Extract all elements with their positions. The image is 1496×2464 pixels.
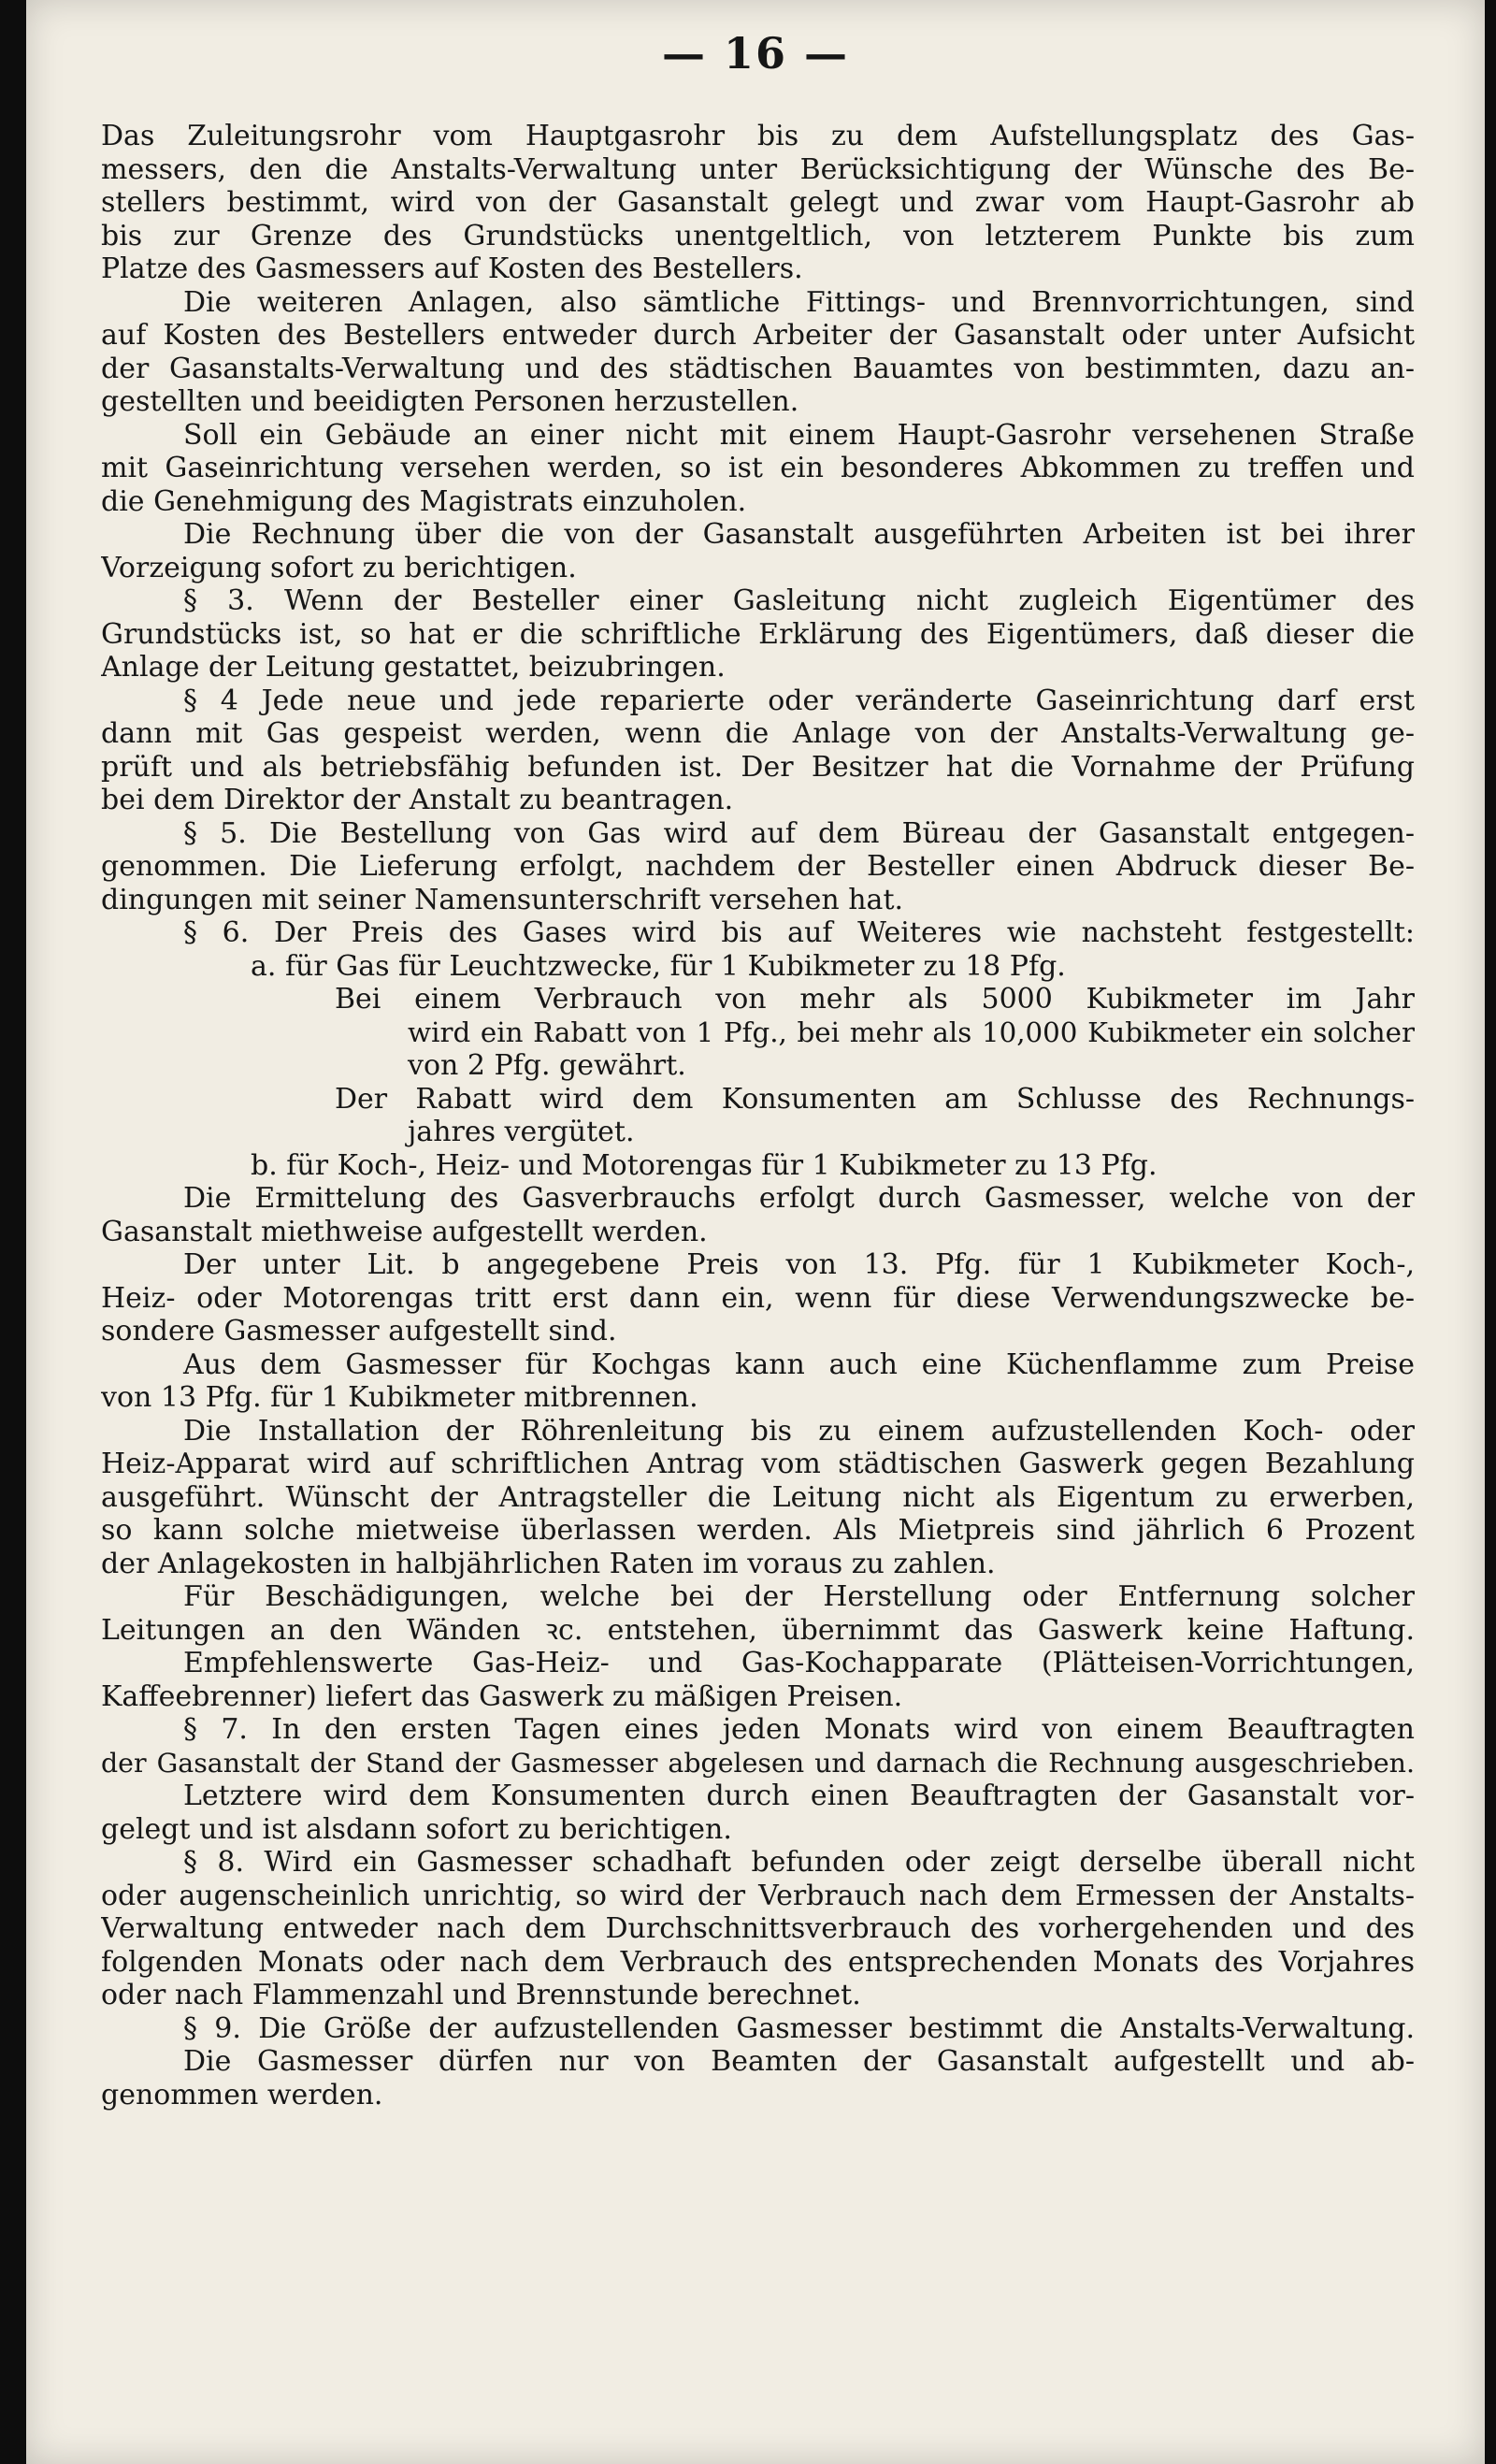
text-line: § 7. In den ersten Tagen eines jeden Monats wird von einem Beauftragten [183, 1713, 1415, 1746]
text-line: dann mit Gas gespeist werden, wenn die Anlage von der Anstalts-Verwaltung ge- [101, 717, 1415, 750]
text-line: von 2 Pfg. gewährt. [408, 1049, 686, 1082]
text-line: prüft und als betriebsfähig befunden ist. Der Besitzer hat die Vornahme der Prüfung [101, 750, 1415, 784]
text-line: oder augenscheinlich unrichtig, so wird der Verbrauch nach dem Ermessen der Anstalts- [101, 1879, 1415, 1912]
text-line: der Anlagekosten in halbjährlichen Raten im voraus zu zahlen. [101, 1547, 996, 1580]
text-line: Kaffeebrenner) liefert das Gaswerk zu mäßigen Preisen. [101, 1679, 903, 1713]
text-line: stellers bestimmt, wird von der Gasanstalt gelegt und zwar vom Haupt-Gasrohr ab [101, 186, 1415, 219]
text-line: Für Beschädigungen, welche bei der Herstellung oder Entfernung solcher [183, 1580, 1415, 1613]
text-line: Der unter Lit. b angegebene Preis von 13. Pfg. für 1 Kubikmeter Koch-, [183, 1248, 1415, 1281]
text-line: Die Installation der Röhrenleitung bis zu einem aufzustellenden Koch- oder [183, 1414, 1415, 1448]
text-line: § 6. Der Preis des Gases wird bis auf Weiteres wie nachsteht festgestellt: [183, 916, 1415, 949]
text-line: Die Ermittelung des Gasverbrauchs erfolgt durch Gasmesser, welche von der [183, 1182, 1415, 1215]
text-line: a. für Gas für Leuchtzwecke, für 1 Kubikmeter zu 18 Pfg. [251, 949, 1066, 983]
text-line: mit Gaseinrichtung versehen werden, so ist ein besonderes Abkommen zu treffen und [101, 452, 1415, 484]
text-line: gelegt und ist alsdann sofort zu berichtigen. [101, 1812, 732, 1846]
text-line: die Genehmigung des Magistrats einzuholen. [101, 484, 747, 518]
text-line: § 3. Wenn der Besteller einer Gasleitung nicht zugleich Eigentümer des [183, 584, 1415, 617]
text-line: genommen. Die Lieferung erfolgt, nachdem der Besteller einen Abdruck dieser Be- [101, 850, 1415, 883]
text-line: § 5. Die Bestellung von Gas wird auf dem Büreau der Gasanstalt entgegen- [183, 816, 1415, 850]
text-line: bis zur Grenze des Grundstücks unentgeltlich, von letzterem Punkte bis zum [101, 219, 1415, 252]
text-line: ausgeführt. Wünscht der Antragsteller die Leitung nicht als Eigentum zu erwerben, [101, 1480, 1415, 1514]
text-line: der Gasanstalt der Stand der Gasmesser abgelesen und darnach die Rechnung ausgeschrieben. [101, 1747, 1415, 1779]
text-line: Letztere wird dem Konsumenten durch einen Beauftragten der Gasanstalt vor- [183, 1780, 1415, 1812]
text-line: Der Rabatt wird dem Konsumenten am Schlusse des Rechnungs- [335, 1082, 1415, 1116]
text-line: Vorzeigung sofort zu berichtigen. [101, 551, 577, 584]
text-line: Die Gasmesser dürfen nur von Beamten der Gasanstalt aufgestellt und ab- [183, 2045, 1415, 2078]
text-line: gestellten und beeidigten Personen herzustellen. [101, 385, 799, 418]
text-line: der Gasanstalts-Verwaltung und des städtischen Bauamtes von bestimmten, dazu an- [101, 352, 1415, 385]
text-line: messers, den die Anstalts-Verwaltung unter Berücksichtigung der Wünsche des Be- [101, 152, 1415, 186]
page-body-text [101, 120, 1415, 2111]
text-line: sondere Gasmesser aufgestellt sind. [101, 1315, 617, 1347]
text-line: Gasanstalt miethweise aufgestellt werden. [101, 1215, 708, 1248]
text-line: Soll ein Gebäude an einer nicht mit einem Haupt-Gasrohr versehenen Straße [183, 418, 1415, 452]
text-line: folgenden Monats oder nach dem Verbrauch des entsprechenden Monats des Vorjahres [101, 1945, 1415, 1979]
text-line: Heiz-Apparat wird auf schriftlichen Antrag vom städtischen Gaswerk gegen Bezahlung [101, 1448, 1415, 1480]
text-line: so kann solche mietweise überlassen werden. Als Mietpreis sind jährlich 6 Prozent [101, 1514, 1415, 1547]
text-line: Verwaltung entweder nach dem Durchschnittsverbrauch des vorhergehenden und des [101, 1912, 1415, 1945]
text-line: § 9. Die Größe der aufzustellenden Gasmesser bestimmt die Anstalts-Verwaltung. [183, 2011, 1415, 2045]
text-line: oder nach Flammenzahl und Brennstunde berechnet. [101, 1979, 861, 2011]
text-line: Bei einem Verbrauch von mehr als 5000 Kubikmeter im Jahr [335, 983, 1415, 1016]
text-line: Heiz- oder Motorengas tritt erst dann ein, wenn für diese Verwendungszwecke be- [101, 1281, 1415, 1315]
text-line: § 8. Wird ein Gasmesser schadhaft befunden oder zeigt derselbe überall nicht [183, 1846, 1415, 1879]
text-line: Grundstücks ist, so hat er die schriftliche Erklärung des Eigentümers, daß dieser die [101, 617, 1415, 651]
text-line: dingungen mit seiner Namensunterschrift versehen hat. [101, 883, 904, 916]
text-line: wird ein Rabatt von 1 Pfg., bei mehr als 10,000 Kubikmeter ein solcher [408, 1016, 1415, 1048]
text-line: Anlage der Leitung gestattet, beizubringen. [101, 651, 726, 684]
text-line: Empfehlenswerte Gas-Heiz- und Gas-Kochapparate (Plätteisen-Vorrichtungen, [183, 1647, 1415, 1679]
text-line: b. für Koch-, Heiz- und Motorengas für 1 Kubikmeter zu 13 Pfg. [251, 1148, 1158, 1182]
text-line: Die Rechnung über die von der Gasanstalt ausgeführten Arbeiten ist bei ihrer [183, 518, 1415, 551]
page-number: — 16 — [661, 28, 850, 79]
text-line: Das Zuleitungsrohr vom Hauptgasrohr bis zu dem Aufstellungsplatz des Gas- [101, 120, 1415, 152]
text-line: § 4 Jede neue und jede reparierte oder veränderte Gaseinrichtung darf erst [183, 684, 1415, 717]
text-line: auf Kosten des Bestellers entweder durch Arbeiter der Gasanstalt oder unter Aufsicht [101, 319, 1415, 352]
text-line: Leitungen an den Wänden ꝛc. entstehen, übernimmt das Gaswerk keine Haftung. [101, 1613, 1415, 1647]
book-page [26, 0, 1485, 2464]
text-line: jahres vergütet. [408, 1116, 635, 1148]
text-line: von 13 Pfg. für 1 Kubikmeter mitbrennen. [101, 1381, 698, 1414]
text-line: Aus dem Gasmesser für Kochgas kann auch eine Küchenflamme zum Preise [183, 1347, 1415, 1381]
text-line: Die weiteren Anlagen, also sämtliche Fittings- und Brennvorrichtungen, sind [183, 285, 1415, 319]
text-line: Platze des Gasmessers auf Kosten des Bestellers. [101, 252, 803, 285]
text-line: genommen werden. [101, 2078, 383, 2111]
text-line: bei dem Direktor der Anstalt zu beantragen. [101, 784, 734, 816]
